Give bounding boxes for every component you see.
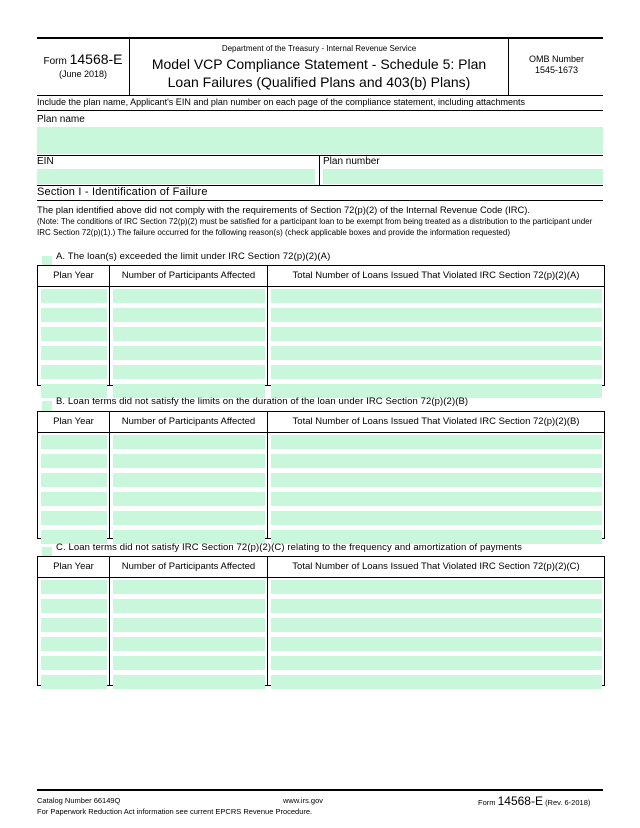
plan-year-input[interactable]	[41, 675, 107, 689]
header-divider	[38, 432, 604, 433]
loans-violated-input[interactable]	[271, 327, 602, 341]
plan-year-input[interactable]	[41, 637, 107, 651]
footer-rule	[37, 789, 603, 791]
footer-form-number: 14568-E	[497, 794, 543, 808]
header-divider	[38, 286, 604, 287]
checkbox-c-label: C. Loan terms did not satisfy IRC Section 72(p)(2)(C) relating to the frequency and amortization of payments	[56, 542, 522, 553]
plan-year-input[interactable]	[41, 511, 107, 525]
loans-violated-input[interactable]	[271, 656, 602, 670]
loans-violated-input[interactable]	[271, 365, 602, 379]
column-header: Total Number of Loans Issued That Violated IRC Section 72(p)(2)(A)	[292, 270, 580, 281]
table-b	[37, 411, 605, 539]
participants-affected-input[interactable]	[113, 435, 265, 449]
loans-violated-input[interactable]	[271, 435, 602, 449]
loans-violated-input[interactable]	[271, 289, 602, 303]
participants-affected-input[interactable]	[113, 637, 265, 651]
column-header: Plan Year	[53, 561, 94, 572]
participants-affected-input[interactable]	[113, 492, 265, 506]
table-c	[37, 556, 605, 686]
column-header: Total Number of Loans Issued That Violated IRC Section 72(p)(2)(C)	[292, 561, 580, 572]
form-id-box	[37, 39, 130, 95]
ein-label: EIN	[37, 156, 54, 167]
participants-affected-input[interactable]	[113, 308, 265, 322]
form-number: 14568-E	[69, 51, 123, 67]
divider	[37, 110, 603, 111]
instructions: Include the plan name, Applicant's EIN and plan number on each page of the compliance statement, including attachments	[37, 97, 526, 107]
plan-year-input[interactable]	[41, 454, 107, 468]
column-header: Plan Year	[53, 270, 94, 281]
footer-form-prefix: Form	[478, 798, 496, 807]
loans-violated-input[interactable]	[271, 346, 602, 360]
title-box	[130, 39, 508, 95]
omb-number: 1545-1673	[534, 65, 579, 75]
section-paragraph	[37, 204, 603, 238]
participants-affected-input[interactable]	[113, 580, 265, 594]
plan-year-input[interactable]	[41, 308, 107, 322]
column-divider	[267, 266, 268, 385]
loans-violated-input[interactable]	[271, 675, 602, 689]
footer-form-id	[478, 794, 590, 808]
plan-year-input[interactable]	[41, 435, 107, 449]
plan-year-input[interactable]	[41, 346, 107, 360]
form-title-line2: Loan Failures (Qualified Plans and 403(b) Plans)	[167, 74, 471, 90]
column-divider	[109, 412, 110, 538]
footer-form-rev: (Rev. 6-2018)	[545, 798, 591, 807]
column-divider	[267, 412, 268, 538]
form-id	[37, 51, 129, 67]
loans-violated-input[interactable]	[271, 599, 602, 613]
plan-year-input[interactable]	[41, 580, 107, 594]
plan-year-input[interactable]	[41, 327, 107, 341]
column-header: Number of Participants Affected	[121, 561, 256, 572]
section-paragraph-line1: The plan identified above did not comply with the requirements of Section 72(p)(2) of the Internal Revenue Code (IRC).	[37, 204, 530, 215]
section-title: Section I - Identification of Failure	[37, 186, 208, 198]
plan-number-label: Plan number	[323, 156, 380, 167]
plan-year-input[interactable]	[41, 656, 107, 670]
plan-year-input[interactable]	[41, 473, 107, 487]
column-divider	[109, 266, 110, 385]
participants-affected-input[interactable]	[113, 511, 265, 525]
checkbox-b-label: B. Loan terms did not satisfy the limits on the duration of the loan under IRC Section 72(p)(2)(B)	[56, 396, 469, 407]
divider	[37, 155, 603, 156]
plan-name-label: Plan name	[37, 114, 85, 125]
loans-violated-input[interactable]	[271, 473, 602, 487]
ein-input[interactable]	[37, 169, 315, 184]
omb-box	[508, 39, 604, 95]
column-divider	[267, 557, 268, 685]
loans-violated-input[interactable]	[271, 618, 602, 632]
form-date: (June 2018)	[58, 69, 108, 79]
checkbox-b[interactable]	[42, 401, 52, 411]
table-a	[37, 265, 605, 386]
loans-violated-input[interactable]	[271, 511, 602, 525]
field-separator	[319, 155, 320, 186]
omb-label: OMB Number	[528, 54, 584, 64]
loans-violated-input[interactable]	[271, 454, 602, 468]
plan-year-input[interactable]	[41, 492, 107, 506]
plan-year-input[interactable]	[41, 618, 107, 632]
participants-affected-input[interactable]	[113, 656, 265, 670]
participants-affected-input[interactable]	[113, 346, 265, 360]
participants-affected-input[interactable]	[113, 365, 265, 379]
plan-number-input[interactable]	[323, 169, 603, 184]
participants-affected-input[interactable]	[113, 675, 265, 689]
column-header: Number of Participants Affected	[121, 270, 256, 281]
section-paragraph-note: (Note: The conditions of IRC Section 72(p)(2) must be satisfied for a participant loan to be exempt from being treated as a distribution to the participant under IRC Section 72(p)(1).) The failure occurred for the following reason(s) (check applicable boxes and provide the information requested)	[37, 217, 593, 237]
paperwork-notice: For Paperwork Reduction Act information see current EPCRS Revenue Procedure.	[37, 807, 313, 816]
form-title-line1: Model VCP Compliance Statement - Schedule 5: Plan	[151, 56, 487, 72]
checkbox-a-label: A. The loan(s) exceeded the limit under IRC Section 72(p)(2)(A)	[56, 251, 331, 262]
catalog-number: Catalog Number 66149Q	[37, 796, 121, 805]
website: www.irs.gov	[283, 796, 324, 805]
form-prefix: Form	[43, 56, 67, 67]
participants-affected-input[interactable]	[113, 599, 265, 613]
participants-affected-input[interactable]	[113, 327, 265, 341]
column-header: Total Number of Loans Issued That Violated IRC Section 72(p)(2)(B)	[292, 416, 580, 427]
column-divider	[109, 557, 110, 685]
loans-violated-input[interactable]	[271, 580, 602, 594]
column-header: Number of Participants Affected	[121, 416, 256, 427]
column-header: Plan Year	[53, 416, 94, 427]
loans-violated-input[interactable]	[271, 308, 602, 322]
divider	[37, 200, 603, 201]
participants-affected-input[interactable]	[113, 618, 265, 632]
loans-violated-input[interactable]	[271, 492, 602, 506]
plan-year-input[interactable]	[41, 365, 107, 379]
form-header	[37, 37, 603, 96]
header-divider	[38, 577, 604, 578]
plan-year-input[interactable]	[41, 289, 107, 303]
participants-affected-input[interactable]	[113, 289, 265, 303]
loans-violated-input[interactable]	[271, 637, 602, 651]
participants-affected-input[interactable]	[113, 454, 265, 468]
participants-affected-input[interactable]	[113, 473, 265, 487]
plan-name-input[interactable]	[37, 127, 603, 154]
department: Department of the Treasury - Internal Revenue Service	[221, 44, 417, 53]
form-title	[130, 55, 508, 91]
plan-year-input[interactable]	[41, 599, 107, 613]
